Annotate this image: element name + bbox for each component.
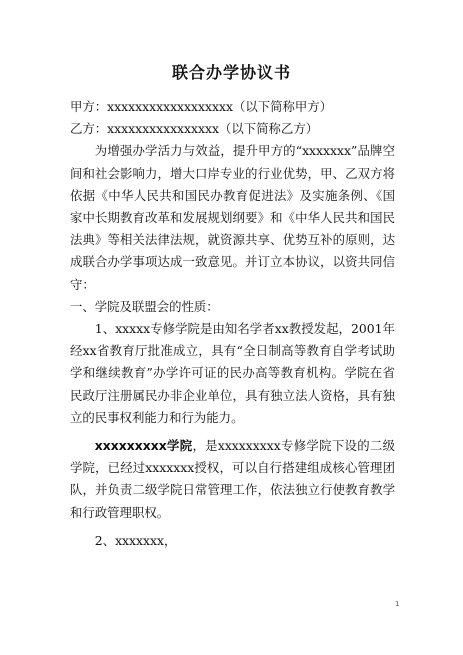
party-b-line: 乙方：xxxxxxxxxxxxxxxx（以下简称乙方） <box>70 121 319 137</box>
page-number: 1 <box>395 600 400 608</box>
clause-2-paragraph: 2、xxxxxxx， <box>94 532 177 548</box>
document-title: 联合办学协议书 <box>171 63 291 82</box>
college-name-bold: xxxxxxxxx学院 <box>94 438 193 454</box>
clause-1-sub-paragraph <box>70 435 395 524</box>
clause-1-paragraph: 1、xxxxx专修学院是由知名学者xx教授发起，2001年经xx省教育厅批准成立，具有“全日制高等教育自学考试助学和继续教育”办学许可证的民办高等教育机构。学院在省民政厅注册属民办非企业单位，具有独立法人资格，具有独立的民事权利能力和行为能力。 <box>70 321 395 425</box>
section-heading: 一、学院及联盟会的性质： <box>70 298 219 314</box>
document-body <box>70 96 395 552</box>
clause-1-sub-text: ，是xxxxxxxxx专修学院下设的二级学院，已经过xxxxxxx授权，可以自行搭建组成核心管理团队，并负责二级学院日常管理工作，依法独立行使教育教学和行政管理职权。 <box>70 438 395 520</box>
preamble-paragraph: 为增强办学活力与效益，提升甲方的“xxxxxxx”品牌空间和社会影响力，增大口岸专业的行业优势，甲、乙双方将依据《中华人民共和国民办教育促进法》及实施条例、《国家中长期教育改革和发展规划纲要》和《中华人民共和国民法典》等相关法律法规，就资源共享、优势互补的原则，达成联合办学事项达成一致意见。并订立本协议，以资共同信守： <box>70 143 395 292</box>
party-a-line: 甲方：xxxxxxxxxxxxxxxxxx（以下简称甲方） <box>70 99 333 114</box>
